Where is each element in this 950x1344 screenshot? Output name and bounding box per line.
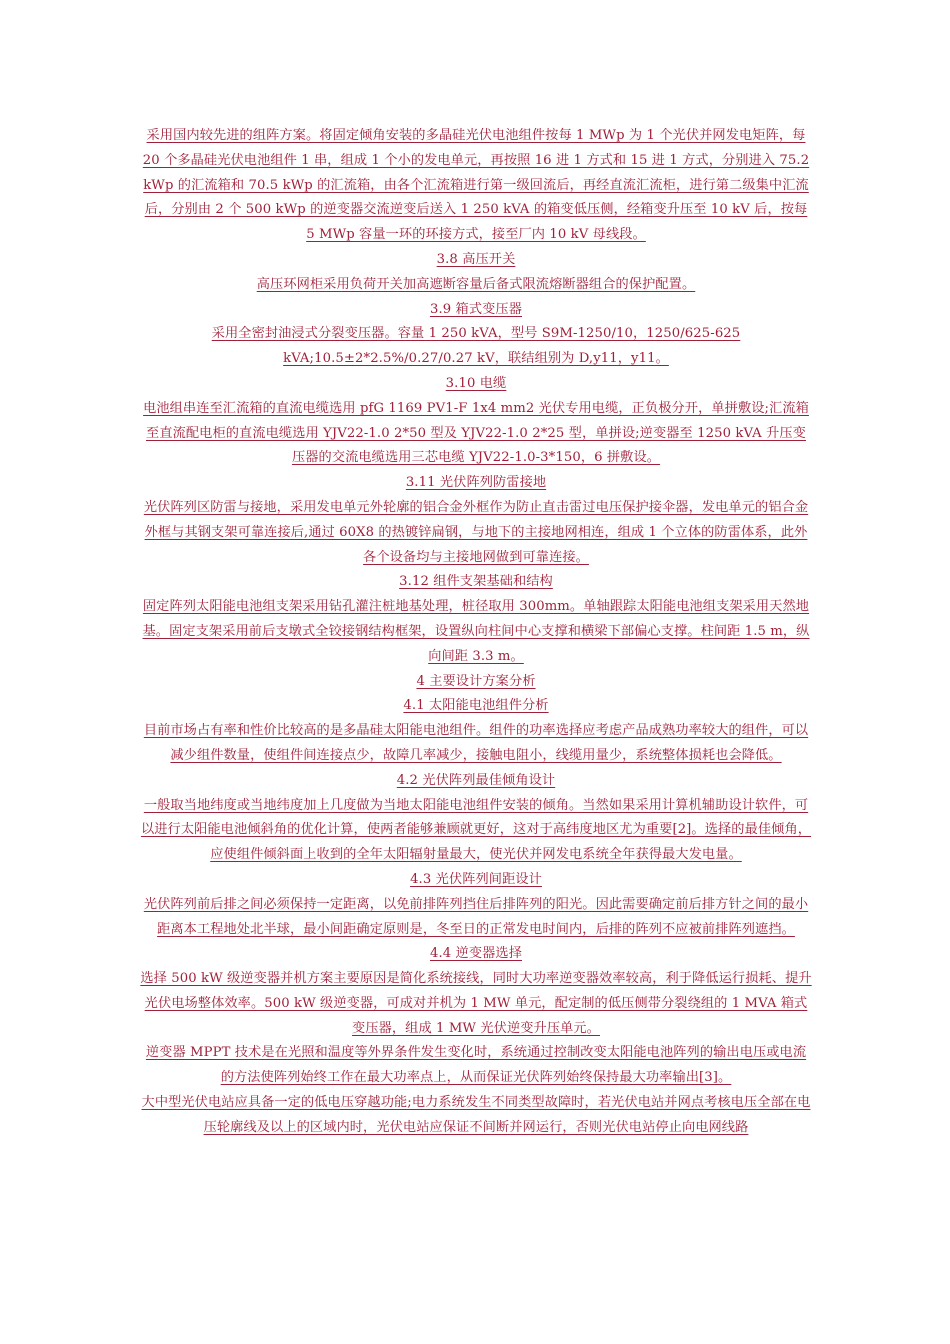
heading-4-1-module-analysis: 4.1 太阳能电池组件分析: [403, 698, 549, 714]
heading-3-10-cable: 3.10 电缆: [445, 375, 507, 391]
document-body: [140, 124, 812, 1141]
heading-4-design-analysis: 4 主要设计方案分析: [416, 673, 536, 689]
paragraph-mppt: 逆变器 MPPT 技术是在光照和温度等外界条件发生变化时，系统通过控制改变太阳能电池阵列的输出电压或电流的方法使阵列始终工作在最大功率点上，从而保证光伏阵列始终保持最大功率输出[3]。: [145, 1045, 807, 1086]
paragraph-lightning-protection: 光伏阵列区防雷与接地，采用发电单元外轮廓的铝合金外框作为防止直击雷过电压保护接伞器，发电单元的铝合金外框与其钢支架可靠连接后,通过 60X8 的热镀锌扁钢，与地下的主接地网相连，组成 1 个立体的防雷体系，此外各个设备均与主接地网做到可靠连接。: [143, 499, 809, 565]
paragraph-array-spacing: 光伏阵列前后排之间必须保持一定距离，以免前排阵列挡住后排阵列的阳光。因此需要确定前后排方针之间的最小距离本工程地处北半球，最小间距确定原则是，冬至日的正常发电时间内，后排的阵列不应被前排阵列遮挡。: [143, 896, 809, 937]
paragraph-inverter-selection: 选择 500 kW 级逆变器并机方案主要原因是简化系统接线，同时大功率逆变器效率较高，利于降低运行损耗、提升光伏电场整体效率。500 kW 级逆变器，可成对并机为 1 MW 单元，配定制的低压侧带分裂绕组的 1 MVA 箱式变压器，组成 1 MW 光伏逆变升压单元。: [140, 971, 812, 1036]
heading-3-12-support-structure: 3.12 组件支架基础和结构: [399, 574, 553, 590]
heading-3-9-box-transformer: 3.9 箱式变压器: [429, 301, 522, 317]
paragraph-array-scheme: 采用国内较先进的组阵方案。将固定倾角安装的多晶硅光伏电池组件按每 1 MWp 为 1 个光伏并网发电矩阵，每 20 个多晶硅光伏电池组件 1 串，组成 1 个小的发电单元，再按照 16 进 1 方式和 15 进 1 方式，分别进入 75.2 kWp 的汇流箱和 70.5 kWp 的汇流箱，由各个汇流箱进行第一级回流后，再经直流汇流柜，进行第二级集中汇流后，分别由 2 个 500 kWp 的逆变器交流逆变后送入 1 250 kVA 的箱变低压侧，经箱变升压至 10 kV 后，按每 5 MWp 容量一环的环接方式，接至厂内 10 kV 母线段。: [142, 128, 810, 243]
heading-3-11-lightning-grounding: 3.11 光伏阵列防雷接地: [405, 475, 547, 491]
paragraph-module-analysis: 目前市场占有率和性价比较高的是多晶硅太阳能电池组件。组件的功率选择应考虑产品成熟功率较大的组件，可以减少组件数量，使组件间连接点少，故障几率减少，接触电阻小，线缆用量少，系统整体损耗也会降低。: [143, 723, 809, 763]
paragraph-cable-selection: 电池组串连至汇流箱的直流电缆选用 pfG 1169 PV1-F 1x4 mm2 光伏专用电缆，正负极分开，单拼敷设;汇流箱至直流配电柜的直流电缆选用 YJV22-1.0 2*50 型及 YJV22-1.0 2*25 型，单拼设;逆变器至 1250 kVA 升压变压器的交流电缆选用三芯电缆 YJV22-1.0-3*150，6 拼敷设。: [143, 400, 809, 466]
heading-4-4-inverter-selection: 4.4 逆变器选择: [429, 946, 522, 962]
paragraph-tilt-angle: 一般取当地纬度或当地纬度加上几度做为当地太阳能电池组件安装的倾角。当然如果采用计算机辅助设计软件，可以进行太阳能电池倾斜角的优化计算，使两者能够兼顾就更好，这对于高纬度地区尤为重要[2]。选择的最佳倾角，应使组件倾斜面上收到的全年太阳辐射量最大，使光伏并网发电系统全年获得最大发电量。: [140, 797, 812, 863]
heading-4-3-array-spacing: 4.3 光伏阵列间距设计: [410, 871, 542, 887]
heading-4-2-tilt-angle: 4.2 光伏阵列最佳倾角设计: [396, 772, 556, 788]
paragraph-ring-main-unit: 高压环网柜采用负荷开关加高遮断容量后备式限流熔断器组合的保护配置。: [256, 276, 696, 292]
heading-3-8-high-voltage-switch: 3.8 高压开关: [436, 251, 516, 267]
paragraph-transformer-spec: 采用全密封油浸式分裂变压器。容量 1 250 kVA，型号 S9M-1250/10，1250/625-625 kVA;10.5±2*2.5%/0.27/0.27 kV，联结组别为 D,y11，y11。: [211, 326, 741, 367]
paragraph-low-voltage-ride-through: 大中型光伏电站应具备一定的低电压穿越功能;电力系统发生不同类型故障时，若光伏电站并网点考核电压全部在电压轮廓线及以上的区域内时，光伏电站应保证不间断并网运行，否则光伏电站停止向电网线路: [141, 1095, 811, 1135]
paragraph-support-foundation: 固定阵列太阳能电池组支架采用钻孔灌注桩地基处理，桩径取用 300mm。单轴跟踪太阳能电池组支架采用天然地基。固定支架采用前后支墩式全铰接钢结构框架，设置纵向柱间中心支撑和横梁下部偏心支撑。柱间距 1.5 m，纵向间距 3.3 m。: [142, 599, 810, 664]
